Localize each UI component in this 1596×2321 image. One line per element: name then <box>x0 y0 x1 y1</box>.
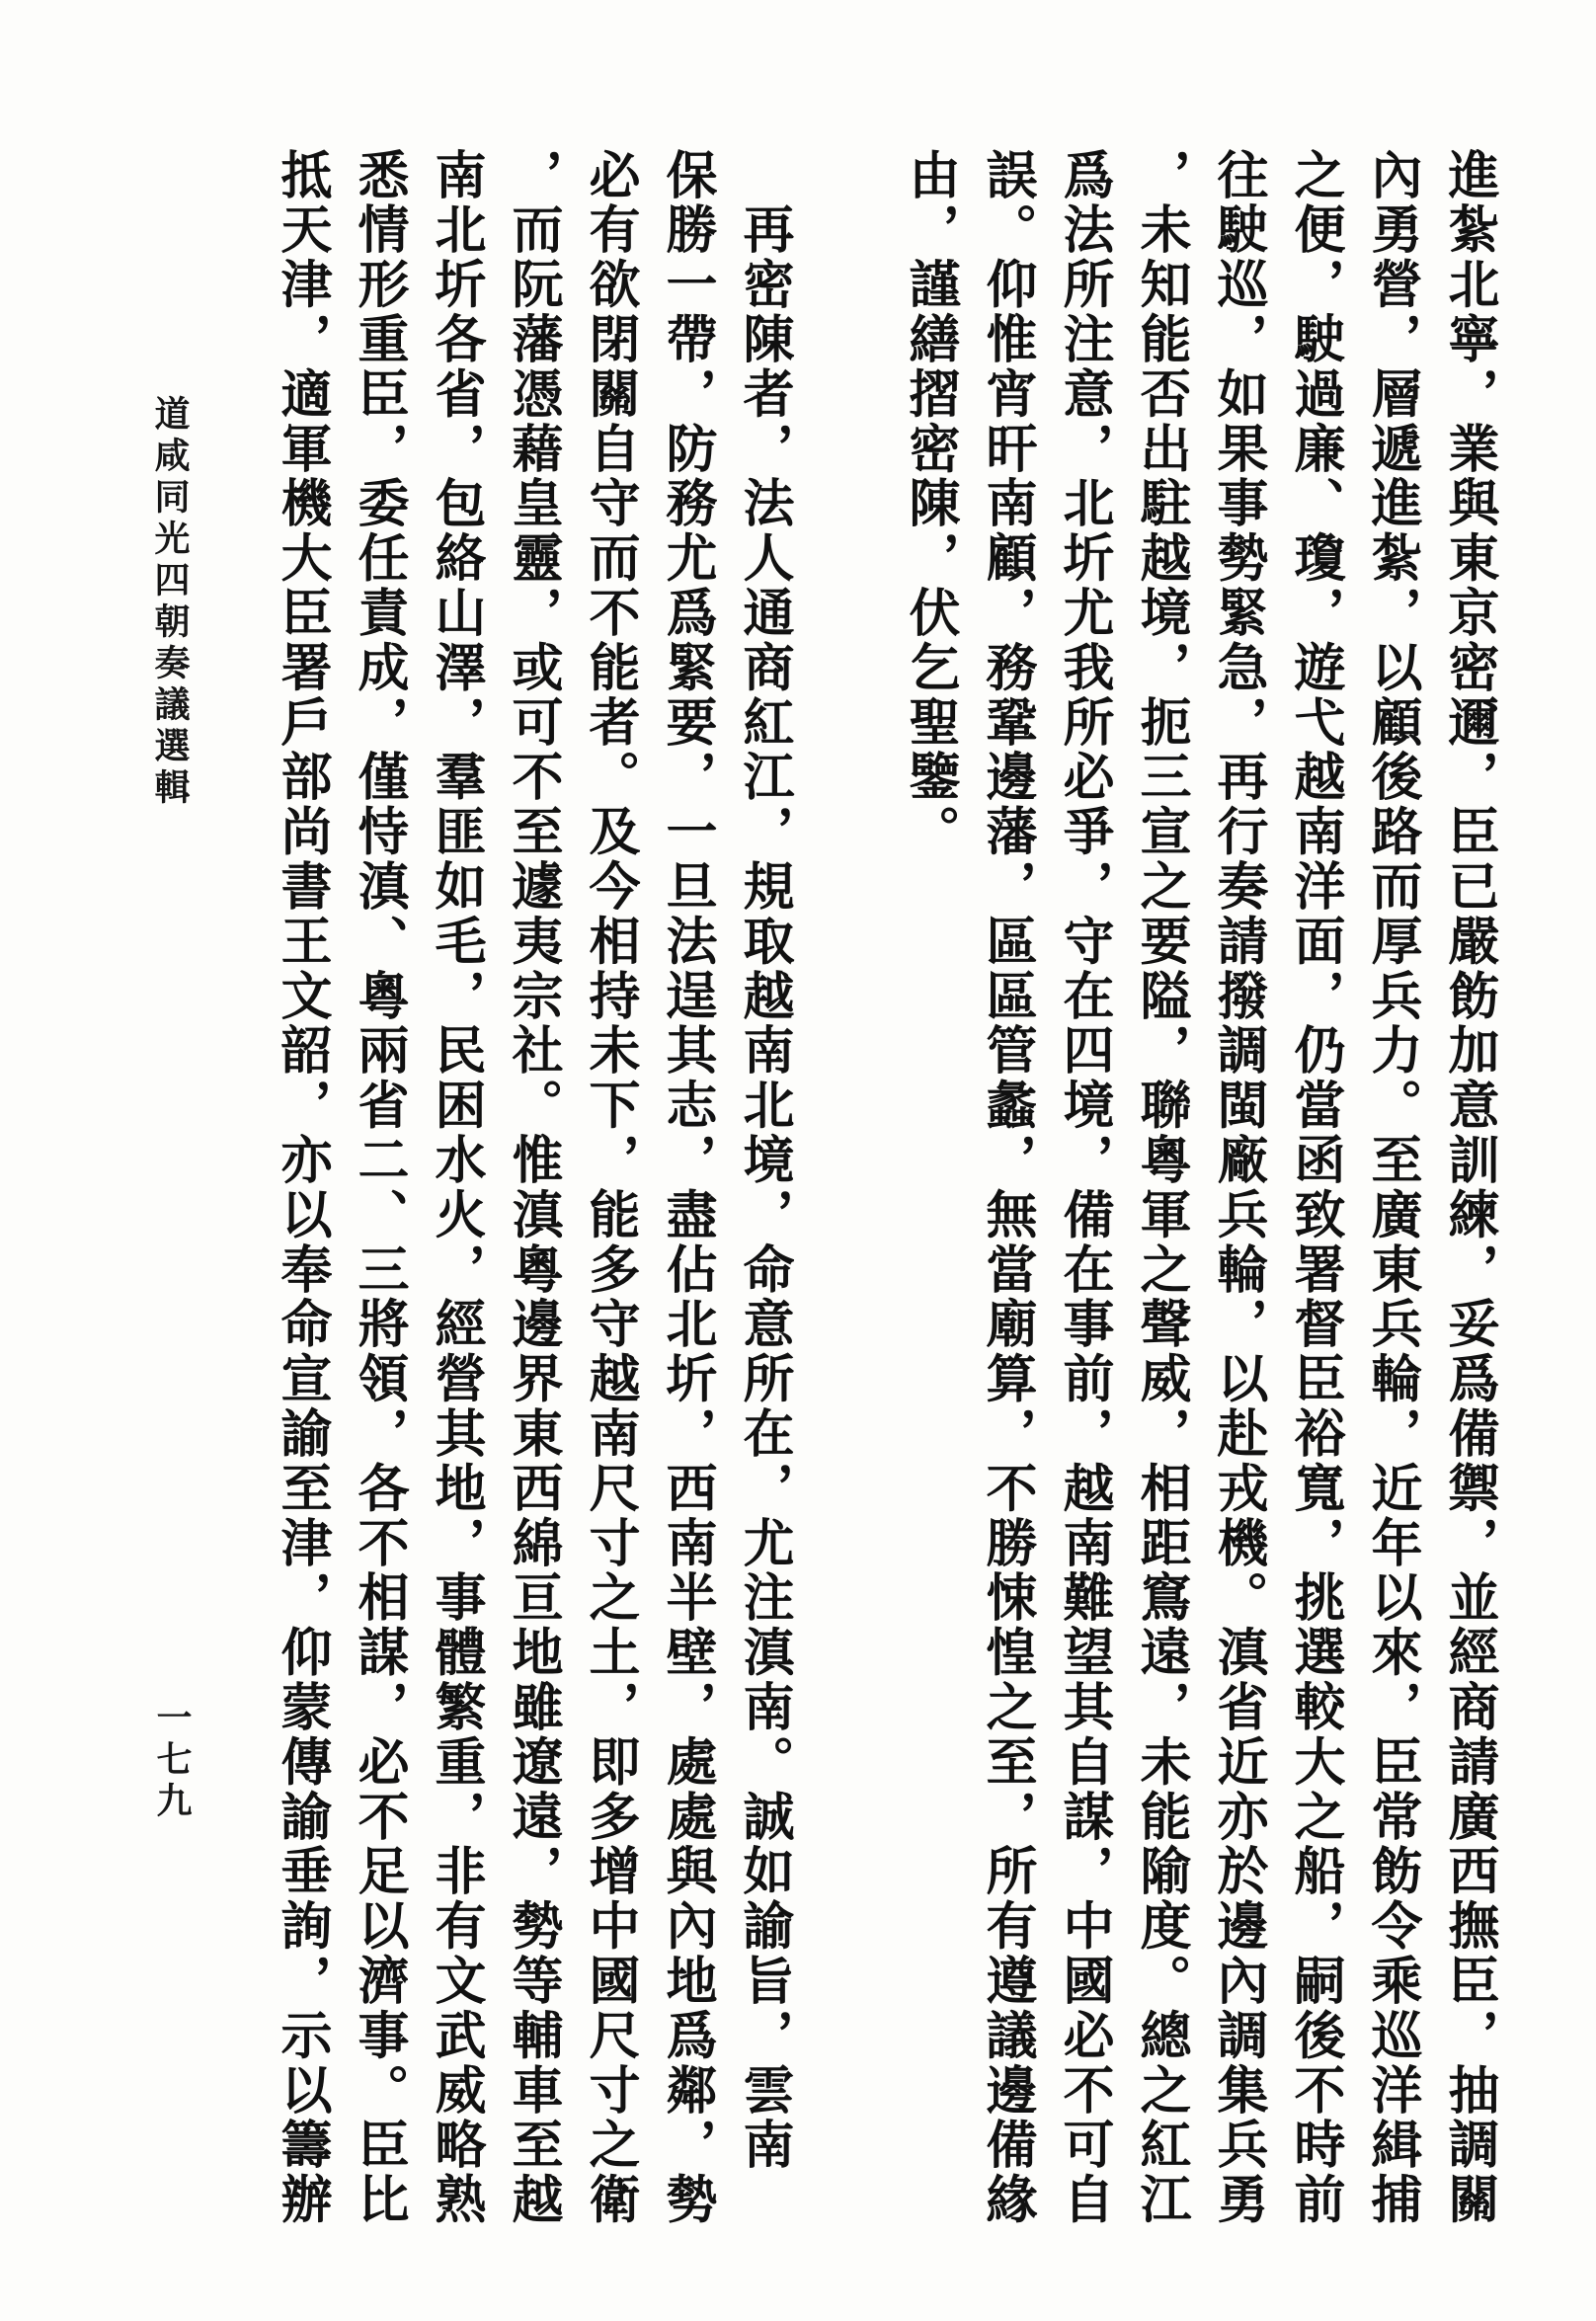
text-column-4: 往駛巡，如果事勢緊急，再行奏請撥調閩廠兵輪，以赴戎機。滇省近亦於邊內調集兵勇 <box>1208 148 1268 2228</box>
page-number: 一七九 <box>151 1699 193 1823</box>
text-column-10: 保勝一帶，防務尤爲緊要，一旦法逞其志，盡佔北圻，西南半壁，處處與內地爲鄰，勢 <box>657 148 717 2228</box>
text-column-2: 內勇營，層遞進紮，以顧後路而厚兵力。至廣東兵輪，近年以來，臣常飭令乘巡洋緝捕 <box>1362 148 1422 2228</box>
text-column-8: 由，謹繕摺密陳，伏乞聖鑒。 <box>900 148 960 860</box>
text-column-13: 南北圻各省，包絡山澤，羣匪如毛，民困水火，經營其地，事體繁重，非有文武威略熟 <box>426 148 486 2228</box>
text-column-11: 必有欲閉關自守而不能者。及今相持未下，能多守越南尺寸之土，即多增中國尺寸之衛 <box>580 148 640 2228</box>
text-column-15: 抵天津，適軍機大臣署戶部尚書王文韶，亦以奉命宣諭至津，仰蒙傳諭垂詢，示以籌辦 <box>272 148 332 2228</box>
text-column-9: 再密陳者，法人通商紅江，規取越南北境，命意所在，尤注滇南。誠如諭旨，雲南 <box>734 148 794 2173</box>
text-column-6: 爲法所注意，北圻尤我所必爭，守在四境，備在事前，越南難望其自謀，中國必不可自 <box>1054 148 1114 2228</box>
text-column-7: 誤。仰惟宵旰南顧，務鞏邊藩，區區管蠡，無當廟算，不勝悚惶之至，所有遵議邊備緣 <box>977 148 1037 2228</box>
text-column-12: ，而阮藩憑藉皇靈，或可不至遽夷宗社。惟滇粵邊界東西綿亘地雖遼遠，勢等輔車至越 <box>503 148 563 2228</box>
text-column-1: 進紮北寧，業與東京密邇，臣已嚴飭加意訓練，妥爲備禦，並經商請廣西撫臣，抽調關 <box>1439 148 1499 2228</box>
text-column-3: 之便，駛過廉、瓊，遊弋越南洋面，仍當函致署督臣裕寬，挑選較大之船，嗣後不時前 <box>1285 148 1345 2228</box>
text-column-5: ，未知能否出駐越境，扼三宣之要隘，聯粵軍之聲威，相距窵遠，未能隃度。總之紅江 <box>1131 148 1191 2228</box>
book-title: 道咸同光四朝奏議選輯 <box>149 395 191 810</box>
text-column-14: 悉情形重臣，委任責成，僅恃滇、粵兩省二、三將領，各不相謀，必不足以濟事。臣比 <box>349 148 409 2228</box>
